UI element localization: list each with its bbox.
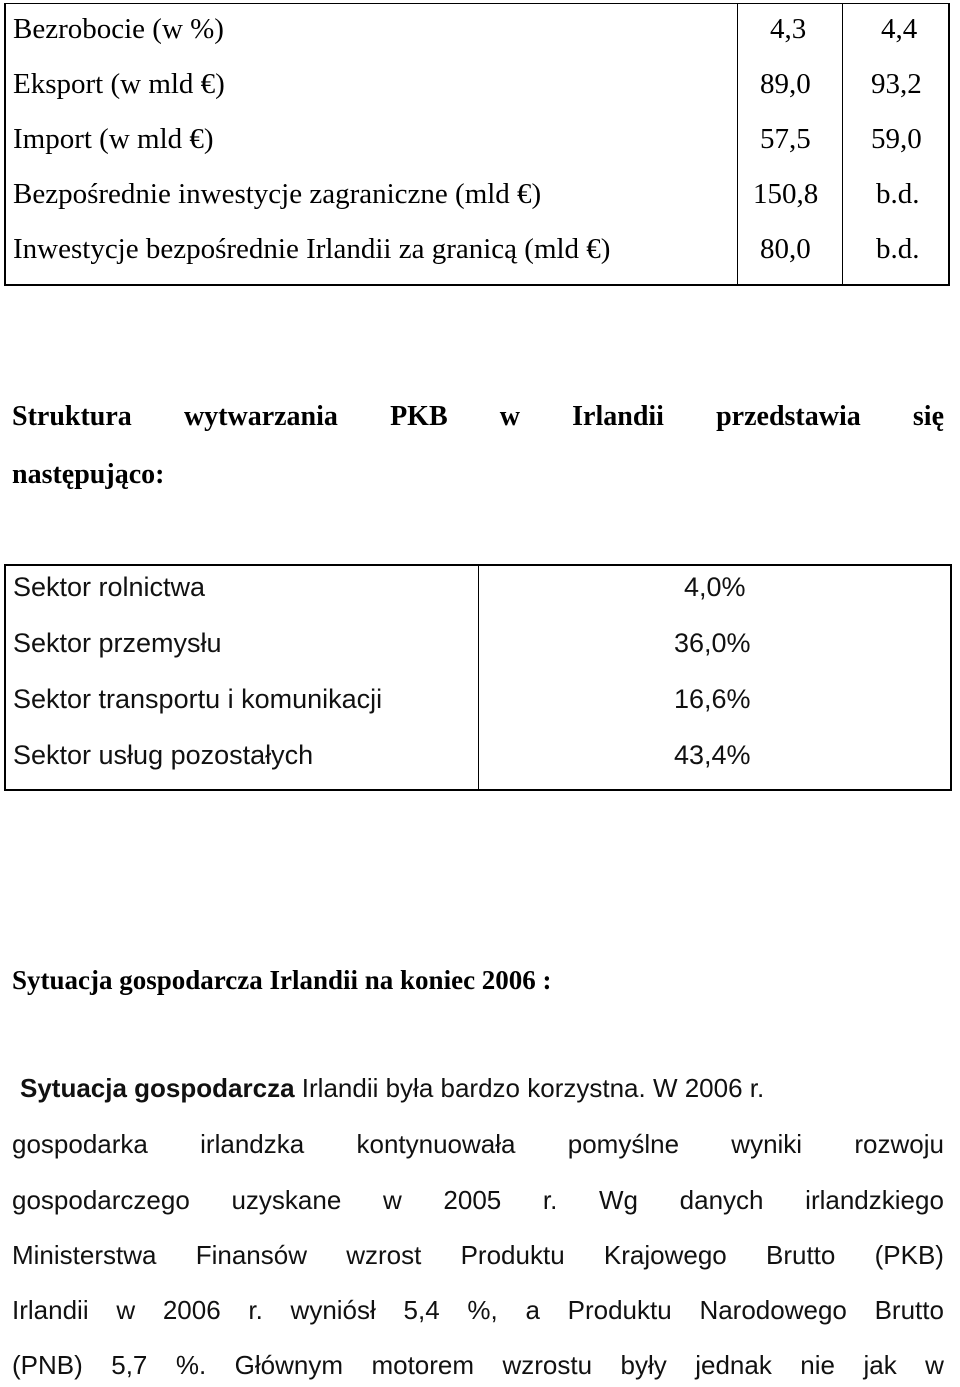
word: Narodowego — [699, 1295, 847, 1325]
word: Brutto — [874, 1295, 944, 1325]
table-row-label: Inwestycje bezpośrednie Irlandii za granicą (mld €) — [13, 233, 611, 265]
word: Irlandii — [572, 401, 664, 432]
structure-heading-line2: następująco: — [12, 459, 165, 490]
word: nie — [800, 1350, 835, 1380]
word: uzyskane — [231, 1185, 342, 1215]
body-line-5 — [12, 1293, 944, 1327]
word: jednak — [695, 1350, 772, 1380]
table-cell-value: 57,5 — [760, 123, 811, 155]
word: a — [525, 1295, 540, 1325]
word: Produktu — [567, 1295, 672, 1325]
table-row-label: Bezpośrednie inwestycje zagraniczne (mld €) — [13, 178, 542, 210]
word: pomyślne — [567, 1129, 680, 1159]
word: Irlandii — [12, 1295, 89, 1325]
body-line-1 — [20, 1071, 944, 1105]
word: Finansów — [195, 1240, 307, 1270]
word: motorem — [371, 1350, 475, 1380]
table-cell-value: 43,4% — [674, 740, 751, 770]
table-row-label: Import (w mld €) — [13, 123, 214, 155]
table-cell-value: 36,0% — [674, 628, 751, 658]
word: Ministerstwa — [12, 1240, 157, 1270]
table-cell-value: 80,0 — [760, 233, 811, 265]
word: w — [499, 401, 520, 432]
body-line-3 — [12, 1183, 944, 1217]
table-cell-value: 59,0 — [871, 123, 922, 155]
word: się — [912, 401, 944, 432]
table-row-label: Sektor usług pozostałych — [13, 740, 314, 770]
word: Struktura — [12, 401, 132, 432]
table-cell-value: 93,2 — [871, 68, 922, 100]
word: (PKB) — [874, 1240, 944, 1270]
word: Głównym — [234, 1350, 343, 1380]
table-cell-value: b.d. — [876, 178, 920, 210]
table-cell-value: 16,6% — [674, 684, 751, 714]
body-line-2 — [12, 1127, 944, 1161]
word: w — [382, 1185, 402, 1215]
word: 5,4 — [403, 1295, 440, 1325]
gdp-structure-table — [4, 564, 952, 791]
table-cell-value: b.d. — [876, 233, 920, 265]
word: wytwarzania — [183, 401, 338, 432]
word: rozwoju — [854, 1129, 944, 1159]
word: wzrost — [346, 1240, 422, 1270]
table-row-label: Sektor rolnictwa — [13, 572, 206, 602]
word: 5,7 — [111, 1350, 148, 1380]
word: Brutto — [766, 1240, 836, 1270]
table-divider — [737, 4, 738, 284]
table-divider — [478, 566, 479, 789]
table-row-label: Bezrobocie (w %) — [13, 13, 224, 45]
word: w — [116, 1295, 136, 1325]
economic-indicators-table — [4, 3, 950, 286]
word: r. — [542, 1185, 558, 1215]
word: Produktu — [460, 1240, 565, 1270]
word: gospodarka — [12, 1129, 148, 1159]
word: przedstawia — [716, 401, 861, 432]
situation-heading: Sytuacja gospodarcza Irlandii na koniec 2006 : — [12, 965, 552, 995]
word: r. — [248, 1295, 263, 1325]
word: Wg — [599, 1185, 639, 1215]
word: wzrostu — [502, 1350, 593, 1380]
word: były — [620, 1350, 667, 1380]
table-row-label: Eksport (w mld €) — [13, 68, 225, 100]
word: kontynuowała — [356, 1129, 516, 1159]
structure-heading-line1 — [12, 400, 944, 434]
word: wyniósł — [290, 1295, 376, 1325]
table-cell-value: 4,3 — [770, 13, 807, 45]
table-cell-value: 4,0% — [684, 572, 746, 602]
table-row-label: Sektor przemysłu — [13, 628, 222, 658]
word: 2006 — [162, 1295, 221, 1325]
word: irlandzkiego — [805, 1185, 944, 1215]
body-line-4 — [12, 1238, 944, 1272]
word: PKB — [390, 401, 448, 432]
word: %. — [175, 1350, 207, 1380]
word: 2005 — [443, 1185, 502, 1215]
body-bold-phrase: Sytuacja gospodarcza — [20, 1073, 295, 1103]
word: danych — [679, 1185, 764, 1215]
table-cell-value: 4,4 — [881, 13, 918, 45]
word: %, — [467, 1295, 498, 1325]
word: Krajowego — [603, 1240, 727, 1270]
table-cell-value: 89,0 — [760, 68, 811, 100]
word: wyniki — [731, 1129, 803, 1159]
word: (PNB) — [12, 1350, 83, 1380]
body-text: Irlandii była bardzo korzystna. W 2006 r. — [301, 1073, 765, 1103]
table-row-label: Sektor transportu i komunikacji — [13, 684, 383, 714]
table-divider — [842, 4, 843, 284]
word: jak — [863, 1350, 897, 1380]
word: irlandzka — [200, 1129, 305, 1159]
table-cell-value: 150,8 — [753, 178, 819, 210]
word: gospodarczego — [12, 1185, 190, 1215]
body-line-6 — [12, 1348, 944, 1382]
word: w — [925, 1350, 944, 1380]
